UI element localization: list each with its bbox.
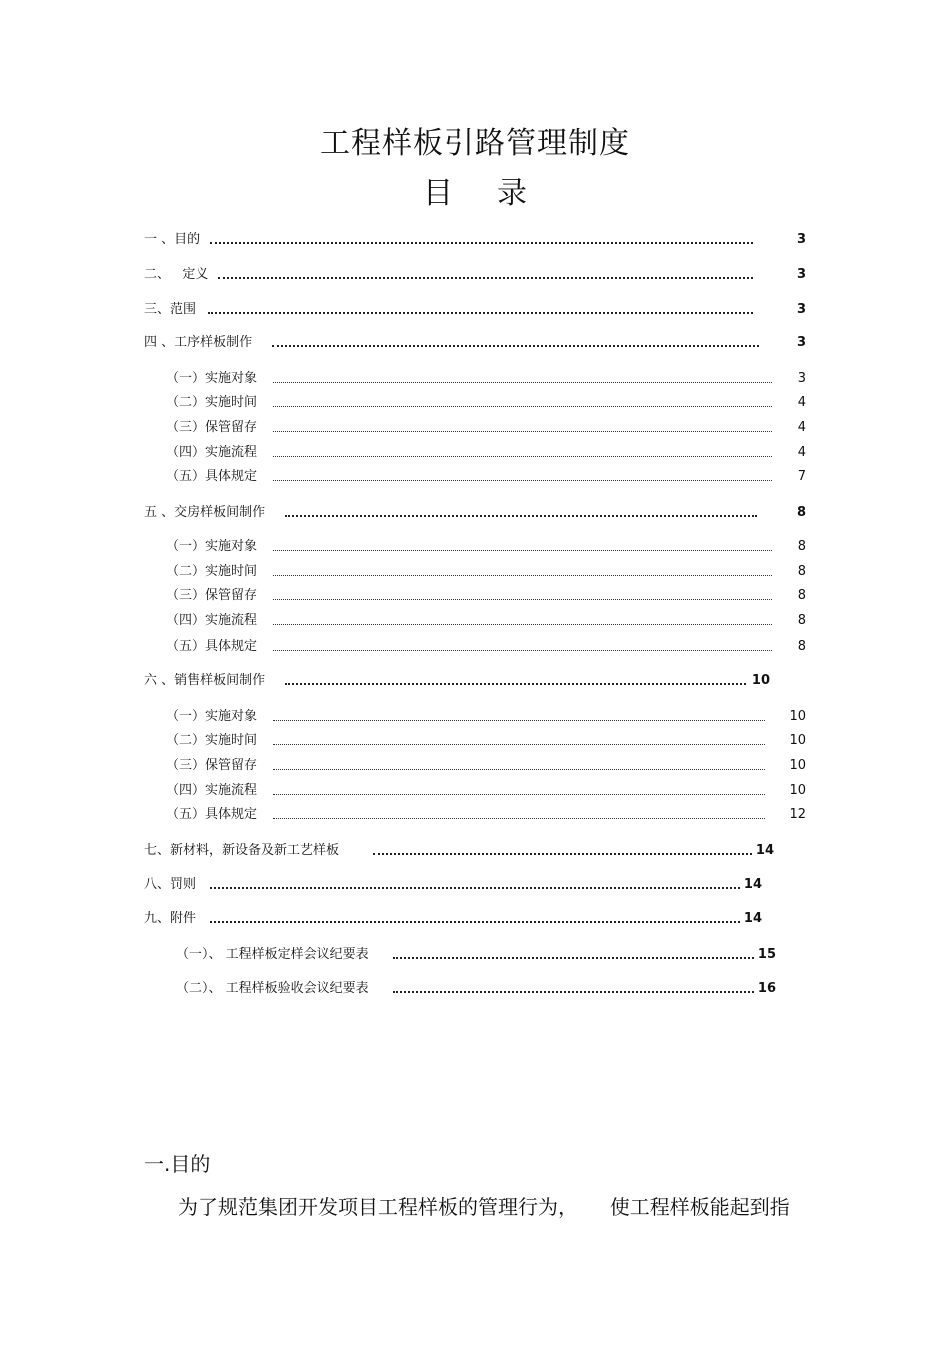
document-title: 工程样板引路管理制度 xyxy=(320,126,630,161)
toc-entry[interactable] xyxy=(166,634,806,656)
toc-entry-label: （二）实施时间 xyxy=(166,564,258,579)
toc-entry-page: 3 xyxy=(796,267,806,282)
toc-entry-label: 一 、目的 xyxy=(144,232,201,247)
toc-entry[interactable] xyxy=(166,440,806,462)
toc-entry-page: 15 xyxy=(757,947,776,962)
toc-leader-dots xyxy=(273,650,772,651)
toc-entry[interactable] xyxy=(166,728,806,750)
toc-entry-label: （一）实施对象 xyxy=(166,709,258,724)
toc-leader-dots xyxy=(210,242,753,244)
toc-entry-label: （一）实施对象 xyxy=(166,371,258,386)
toc-entry[interactable] xyxy=(166,608,806,630)
toc-entry[interactable] xyxy=(166,753,806,775)
toc-entry-page: 16 xyxy=(757,981,776,996)
toc-heading-char-1: 目 xyxy=(423,176,453,211)
toc-entry[interactable] xyxy=(166,704,806,726)
toc-entry-label: 六 、销售样板间制作 xyxy=(144,673,266,688)
toc-entry-label: 八、罚则 xyxy=(144,877,197,892)
toc-entry[interactable] xyxy=(144,500,806,522)
toc-leader-dots xyxy=(273,431,772,432)
toc-heading-char-2: 录 xyxy=(497,176,527,211)
toc-entry[interactable] xyxy=(166,534,806,556)
toc-leader-dots xyxy=(210,887,740,889)
toc-entry-page: 8 xyxy=(797,613,806,628)
toc-entry-label: （四）实施流程 xyxy=(166,445,258,460)
toc-leader-dots xyxy=(208,312,753,314)
toc-entry[interactable] xyxy=(144,262,806,284)
toc-entry[interactable] xyxy=(176,976,776,998)
toc-entry[interactable] xyxy=(144,668,770,690)
toc-entry-label: （五）具体规定 xyxy=(166,469,258,484)
toc-entry-page: 10 xyxy=(789,758,806,773)
toc-entry-label: （四）实施流程 xyxy=(166,613,258,628)
toc-entry-page: 14 xyxy=(755,843,774,858)
toc-entry-page: 8 xyxy=(797,588,806,603)
toc-leader-dots xyxy=(285,515,757,517)
toc-entry-label: （一）、 工程样板定样会议纪要表 xyxy=(176,947,369,962)
toc-entry-page: 4 xyxy=(797,395,806,410)
toc-entry-page: 10 xyxy=(789,783,806,798)
toc-entry[interactable] xyxy=(176,942,776,964)
toc-entry-label: （二）实施时间 xyxy=(166,395,258,410)
toc-leader-dots xyxy=(218,277,753,279)
toc-entry-label: （四）实施流程 xyxy=(166,783,258,798)
toc-entry[interactable] xyxy=(166,778,806,800)
toc-leader-dots xyxy=(273,456,772,457)
toc-entry[interactable] xyxy=(166,583,806,605)
toc-entry[interactable] xyxy=(166,802,806,824)
toc-entry[interactable] xyxy=(166,415,806,437)
body-paragraph: 为了规范集团开发项目工程样板的管理行为， 使工程样板能起到指 xyxy=(178,1195,790,1219)
toc-entry-page: 7 xyxy=(797,469,806,484)
toc-entry[interactable] xyxy=(166,366,806,388)
toc-entry-page: 3 xyxy=(796,232,806,247)
toc-leader-dots xyxy=(373,853,752,855)
toc-entry-page: 8 xyxy=(797,639,806,654)
toc-entry-page: 10 xyxy=(789,709,806,724)
toc-entry-label: （三）保管留存 xyxy=(166,420,258,435)
toc-leader-dots xyxy=(273,624,772,625)
toc-leader-dots xyxy=(393,991,754,993)
toc-entry-page: 8 xyxy=(797,539,806,554)
toc-leader-dots xyxy=(273,575,772,576)
toc-entry-label: （一）实施对象 xyxy=(166,539,258,554)
toc-entry-label: （三）保管留存 xyxy=(166,588,258,603)
toc-leader-dots xyxy=(273,769,765,770)
toc-leader-dots xyxy=(273,599,772,600)
toc-entry-label: 三、范围 xyxy=(144,302,197,317)
toc-entry[interactable] xyxy=(144,872,762,894)
toc-entry-page: 14 xyxy=(743,911,762,926)
section-heading: 一.目的 xyxy=(144,1152,211,1176)
toc-entry-label: 九、附件 xyxy=(144,911,197,926)
toc-entry-page: 3 xyxy=(796,335,806,350)
toc-entry-page: 10 xyxy=(751,673,770,688)
toc-leader-dots xyxy=(273,794,765,795)
toc-entry-label: （二）实施时间 xyxy=(166,733,258,748)
toc-leader-dots xyxy=(273,382,772,383)
toc-entry-page: 14 xyxy=(743,877,762,892)
toc-leader-dots xyxy=(273,744,765,745)
toc-leader-dots xyxy=(210,921,740,923)
toc-entry-page: 12 xyxy=(789,807,806,822)
toc-entry-page: 8 xyxy=(796,505,806,520)
toc-entry[interactable] xyxy=(144,297,806,319)
toc-entry[interactable] xyxy=(144,227,806,249)
toc-entry-label: （三）保管留存 xyxy=(166,758,258,773)
toc-entry-label: 二、 定义 xyxy=(144,267,209,282)
toc-leader-dots xyxy=(272,345,759,347)
toc-entry-page: 10 xyxy=(789,733,806,748)
toc-entry-label: （五）具体规定 xyxy=(166,639,258,654)
toc-entry-page: 4 xyxy=(797,445,806,460)
toc-entry-page: 3 xyxy=(796,302,806,317)
toc-leader-dots xyxy=(273,720,765,721)
toc-heading xyxy=(0,174,950,214)
toc-leader-dots xyxy=(285,683,746,685)
toc-leader-dots xyxy=(273,550,772,551)
toc-leader-dots xyxy=(393,957,754,959)
toc-entry[interactable] xyxy=(144,330,806,352)
toc-leader-dots xyxy=(273,480,772,481)
toc-entry-page: 4 xyxy=(797,420,806,435)
toc-entry-page: 3 xyxy=(797,371,806,386)
toc-entry-label: 四 、工序样板制作 xyxy=(144,335,253,350)
toc-entry[interactable] xyxy=(166,559,806,581)
toc-leader-dots xyxy=(273,406,772,407)
toc-leader-dots xyxy=(273,818,765,819)
toc-entry-label: （五）具体规定 xyxy=(166,807,258,822)
toc-entry[interactable] xyxy=(144,838,774,860)
toc-entry[interactable] xyxy=(166,464,806,486)
toc-entry-label: 五 、交房样板间制作 xyxy=(144,505,266,520)
toc-entry[interactable] xyxy=(144,906,762,928)
toc-entry[interactable] xyxy=(166,390,806,412)
toc-entry-page: 8 xyxy=(797,564,806,579)
toc-entry-label: 七、新材料，新设备及新工艺样板 xyxy=(144,843,340,858)
toc-entry-label: （二）、 工程样板验收会议纪要表 xyxy=(176,981,369,996)
